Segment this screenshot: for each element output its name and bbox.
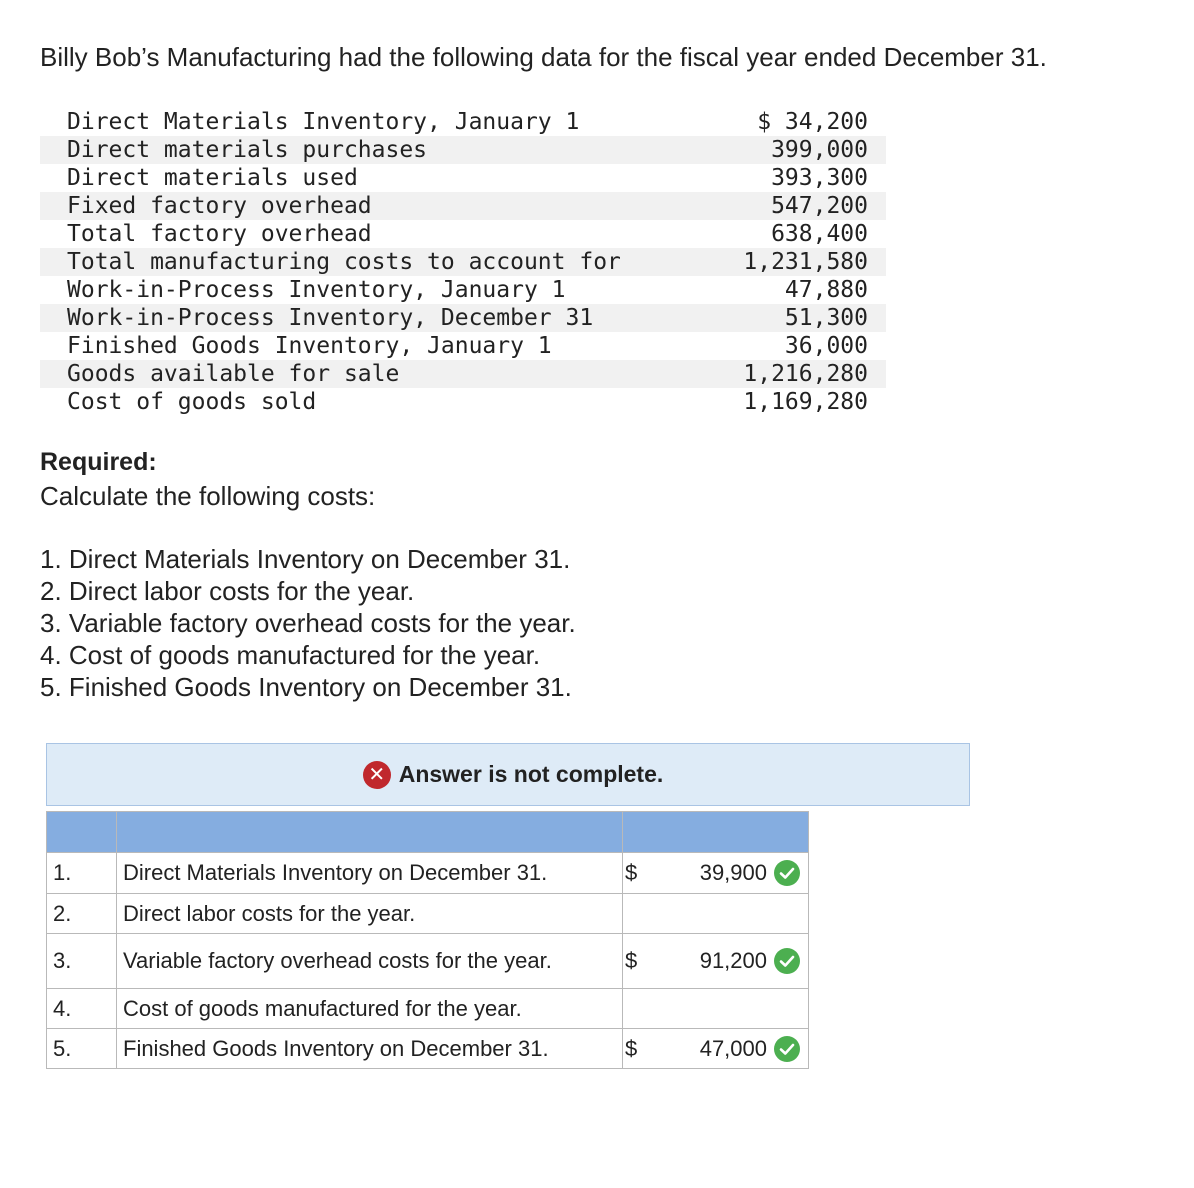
data-value: 638,400 bbox=[771, 221, 868, 247]
data-label: Total manufacturing costs to account for bbox=[40, 248, 719, 276]
answer-row bbox=[47, 853, 809, 894]
answer-number: 4. bbox=[47, 989, 117, 1029]
data-row bbox=[40, 108, 886, 136]
data-table bbox=[40, 108, 886, 416]
data-value: 547,200 bbox=[719, 192, 886, 220]
data-label: Direct materials purchases bbox=[40, 136, 719, 164]
data-value: 47,880 bbox=[784, 277, 868, 303]
data-label: Direct materials used bbox=[67, 165, 358, 191]
answer-description: Variable factory overhead costs for the year. bbox=[117, 934, 623, 989]
requirement-item: 2. Direct labor costs for the year. bbox=[40, 576, 415, 606]
data-row bbox=[40, 388, 886, 416]
answer-description: Cost of goods manufactured for the year. bbox=[117, 989, 623, 1029]
answer-table bbox=[46, 811, 809, 1069]
answer-amount-cell[interactable] bbox=[623, 934, 809, 989]
check-icon bbox=[773, 1035, 801, 1063]
answer-row bbox=[47, 934, 809, 989]
data-label: Goods available for sale bbox=[40, 360, 719, 388]
currency-symbol: $ bbox=[625, 1035, 638, 1061]
answer-number: 5. bbox=[47, 1029, 117, 1069]
requirements-list bbox=[40, 543, 576, 703]
answer-amount-cell[interactable] bbox=[623, 989, 809, 1029]
required-heading: Required: bbox=[40, 448, 157, 476]
data-row bbox=[40, 360, 886, 388]
answer-row bbox=[47, 1029, 809, 1069]
check-icon bbox=[773, 947, 801, 975]
data-value: $ 34,200 bbox=[757, 109, 868, 135]
answer-table-header bbox=[47, 812, 809, 853]
answer-number: 1. bbox=[47, 853, 117, 894]
answer-value[interactable]: 47,000 bbox=[699, 1035, 767, 1061]
data-label: Fixed factory overhead bbox=[40, 192, 719, 220]
answer-description: Finished Goods Inventory on December 31. bbox=[117, 1029, 623, 1069]
check-icon bbox=[773, 859, 801, 887]
x-icon: ✕ bbox=[363, 761, 391, 789]
answer-description: Direct Materials Inventory on December 31. bbox=[117, 853, 623, 894]
data-row bbox=[40, 192, 886, 220]
data-value: 1,169,280 bbox=[743, 389, 868, 415]
requirement-item: 4. Cost of goods manufactured for the year. bbox=[40, 640, 541, 670]
requirement-item: 1. Direct Materials Inventory on December 31. bbox=[40, 544, 571, 574]
answer-amount-cell[interactable] bbox=[623, 853, 809, 894]
currency-symbol: $ bbox=[625, 948, 638, 973]
data-label: Work-in-Process Inventory, December 31 bbox=[40, 304, 719, 332]
data-row bbox=[40, 332, 886, 360]
data-row bbox=[40, 164, 886, 192]
intro-text: Billy Bob’s Manufacturing had the following data for the fiscal year ended December 31. bbox=[40, 42, 1047, 72]
answer-number: 2. bbox=[47, 894, 117, 934]
data-label: Direct Materials Inventory, January 1 bbox=[67, 109, 580, 135]
answer-value[interactable]: 91,200 bbox=[699, 948, 767, 973]
data-row bbox=[40, 220, 886, 248]
answer-description: Direct labor costs for the year. bbox=[117, 894, 623, 934]
data-label: Total factory overhead bbox=[67, 221, 372, 247]
data-row bbox=[40, 276, 886, 304]
requirement-item: 5. Finished Goods Inventory on December 31. bbox=[40, 672, 572, 702]
data-value: 51,300 bbox=[719, 304, 886, 332]
answer-status-banner bbox=[46, 743, 970, 806]
data-row bbox=[40, 304, 886, 332]
data-value: 1,231,580 bbox=[719, 248, 886, 276]
answer-row bbox=[47, 989, 809, 1029]
data-row bbox=[40, 248, 886, 276]
answer-amount-cell[interactable] bbox=[623, 894, 809, 934]
calc-instruction: Calculate the following costs: bbox=[40, 481, 376, 511]
data-value: 1,216,280 bbox=[719, 360, 886, 388]
header-cell bbox=[623, 812, 809, 853]
header-cell bbox=[117, 812, 623, 853]
requirement-item: 3. Variable factory overhead costs for the year. bbox=[40, 608, 576, 638]
banner-text: Answer is not complete. bbox=[398, 761, 664, 787]
data-label: Finished Goods Inventory, January 1 bbox=[67, 333, 552, 359]
answer-amount-cell[interactable] bbox=[623, 1029, 809, 1069]
data-label: Work-in-Process Inventory, January 1 bbox=[67, 277, 566, 303]
answer-number: 3. bbox=[47, 934, 117, 989]
currency-symbol: $ bbox=[625, 860, 638, 885]
header-cell bbox=[47, 812, 117, 853]
answer-row bbox=[47, 894, 809, 934]
data-row bbox=[40, 136, 886, 164]
answer-value[interactable]: 39,900 bbox=[699, 860, 767, 885]
data-value: 399,000 bbox=[719, 136, 886, 164]
data-value: 36,000 bbox=[784, 333, 868, 359]
data-label: Cost of goods sold bbox=[67, 389, 317, 415]
data-value: 393,300 bbox=[771, 165, 868, 191]
